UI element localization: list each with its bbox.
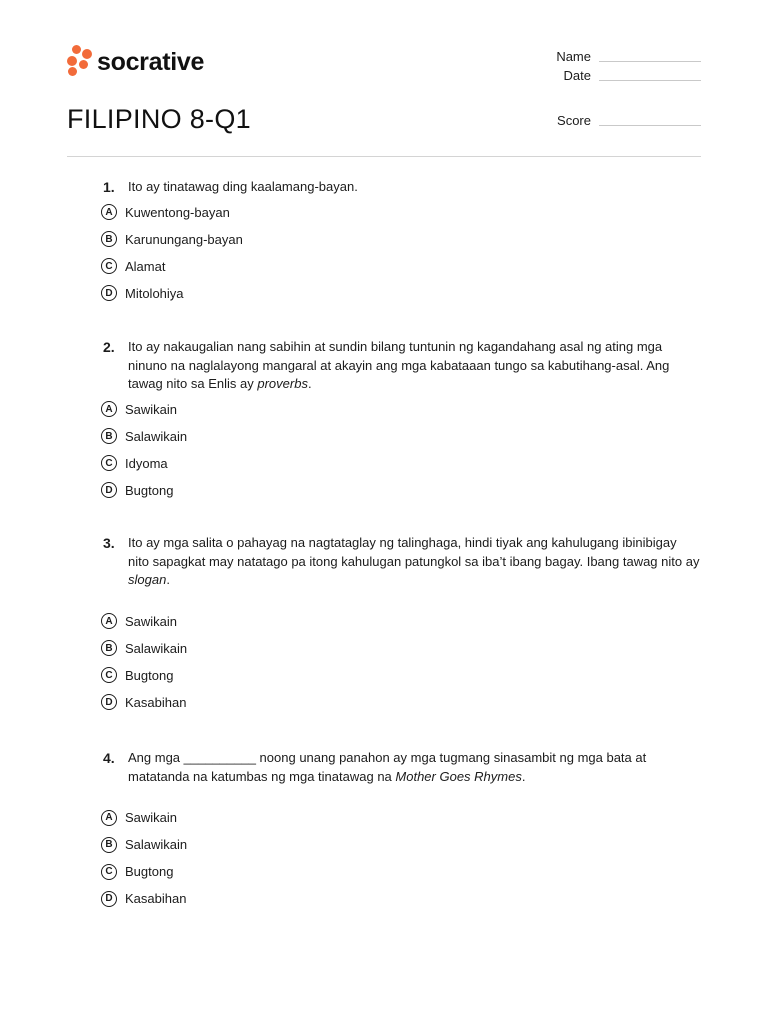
choice-list: [101, 804, 701, 912]
name-field[interactable]: [599, 61, 701, 62]
question-1: [101, 178, 701, 307]
choice-bubble[interactable]: A: [101, 401, 117, 417]
choice-text: Sawikain: [125, 810, 178, 825]
choice-text: Bugtong: [125, 864, 174, 879]
brand-name: socrative: [97, 47, 205, 76]
question-3: [101, 534, 701, 716]
choice-text: Bugtong: [125, 667, 174, 683]
choice-d[interactable]: [101, 885, 701, 912]
choice-text: Alamat: [125, 258, 166, 274]
choice-a[interactable]: [101, 804, 701, 831]
choice-b[interactable]: [101, 635, 701, 662]
choice-bubble[interactable]: B: [101, 231, 117, 247]
question-number: 2.: [103, 339, 115, 355]
choice-d[interactable]: [101, 280, 701, 307]
score-label: Score: [557, 113, 591, 128]
choice-d[interactable]: [101, 477, 701, 504]
choice-c[interactable]: [101, 450, 701, 477]
choice-text: Salawikain: [125, 837, 188, 852]
choice-text: Bugtong: [125, 482, 174, 498]
choice-a[interactable]: [101, 199, 701, 226]
choice-text: Karunungang-bayan: [125, 231, 243, 247]
choice-d[interactable]: [101, 689, 701, 716]
question-stem: [101, 178, 701, 197]
question-number: 1.: [103, 179, 115, 195]
choice-c[interactable]: [101, 662, 701, 689]
choice-bubble[interactable]: A: [101, 613, 117, 629]
choice-text: Idyoma: [125, 455, 168, 471]
name-label: Name: [556, 49, 591, 64]
choice-text: Salawikain: [125, 640, 188, 656]
question-text: Ito ay tinatawag ding kaalamang-bayan.: [128, 179, 358, 194]
header-divider: [67, 156, 701, 157]
choice-bubble[interactable]: C: [101, 864, 117, 880]
question-text: Ito ay mga salita o pahayag na nagtataglay ng talinghaga, hindi tiyak ang kahulugang ibinibigay nito sapagkat may natatago pa itong kahulugan patungkol sa iba’t ibang bagay. Ibang tawag nito ay slogan.: [128, 535, 700, 587]
choice-text: Sawikain: [125, 613, 178, 629]
date-field[interactable]: [599, 80, 701, 81]
question-number: 4.: [103, 750, 115, 766]
choice-text: Salawikain: [125, 428, 188, 444]
question-number: 3.: [103, 535, 115, 551]
choice-text: Sawikain: [125, 401, 178, 417]
choice-bubble[interactable]: B: [101, 837, 117, 853]
question-text: Ang mga __________ noong unang panahon ay mga tugmang sinasambit ng mga bata at matatanda na katumbas ng mga tinatawag na Mother Goes Rhymes.: [128, 750, 647, 784]
choice-bubble[interactable]: D: [101, 285, 117, 301]
choice-text: Kasabihan: [125, 891, 187, 906]
choice-list: [101, 199, 701, 307]
choice-list: [101, 396, 701, 504]
choice-bubble[interactable]: C: [101, 667, 117, 683]
choice-bubble[interactable]: A: [101, 810, 117, 826]
choice-a[interactable]: [101, 396, 701, 423]
question-text: Ito ay nakaugalian nang sabihin at sundin bilang tuntunin ng kagandahang asal ng ating mga ninuno na naglalayong mangaral at akayin ang mga kabataaan tungo sa kabutihang-asal. Ang tawag nito sa Enlis ay proverbs.: [128, 339, 670, 391]
question-4: [101, 749, 701, 912]
date-label: Date: [563, 68, 591, 83]
choice-c[interactable]: [101, 858, 701, 885]
score-field[interactable]: [599, 125, 701, 126]
choice-b[interactable]: [101, 423, 701, 450]
choice-b[interactable]: [101, 831, 701, 858]
choice-bubble[interactable]: A: [101, 204, 117, 220]
question-stem: [101, 749, 701, 786]
question-2: [101, 338, 701, 504]
choice-bubble[interactable]: B: [101, 640, 117, 656]
choice-bubble[interactable]: C: [101, 258, 117, 274]
question-stem: [101, 338, 701, 394]
socrative-logo: [67, 45, 204, 79]
choice-text: Mitolohiya: [125, 285, 184, 301]
choice-bubble[interactable]: C: [101, 455, 117, 471]
choice-bubble[interactable]: B: [101, 428, 117, 444]
choice-c[interactable]: [101, 253, 701, 280]
page-title: FILIPINO 8-Q1: [67, 104, 251, 134]
socrative-logo-icon: [67, 45, 93, 79]
choice-text: Kasabihan: [125, 694, 187, 710]
choice-bubble[interactable]: D: [101, 694, 117, 710]
choice-bubble[interactable]: D: [101, 891, 117, 907]
choice-list: [101, 608, 701, 716]
question-stem: [101, 534, 701, 590]
choice-a[interactable]: [101, 608, 701, 635]
choice-b[interactable]: [101, 226, 701, 253]
choice-bubble[interactable]: D: [101, 482, 117, 498]
choice-text: Kuwentong-bayan: [125, 204, 230, 220]
